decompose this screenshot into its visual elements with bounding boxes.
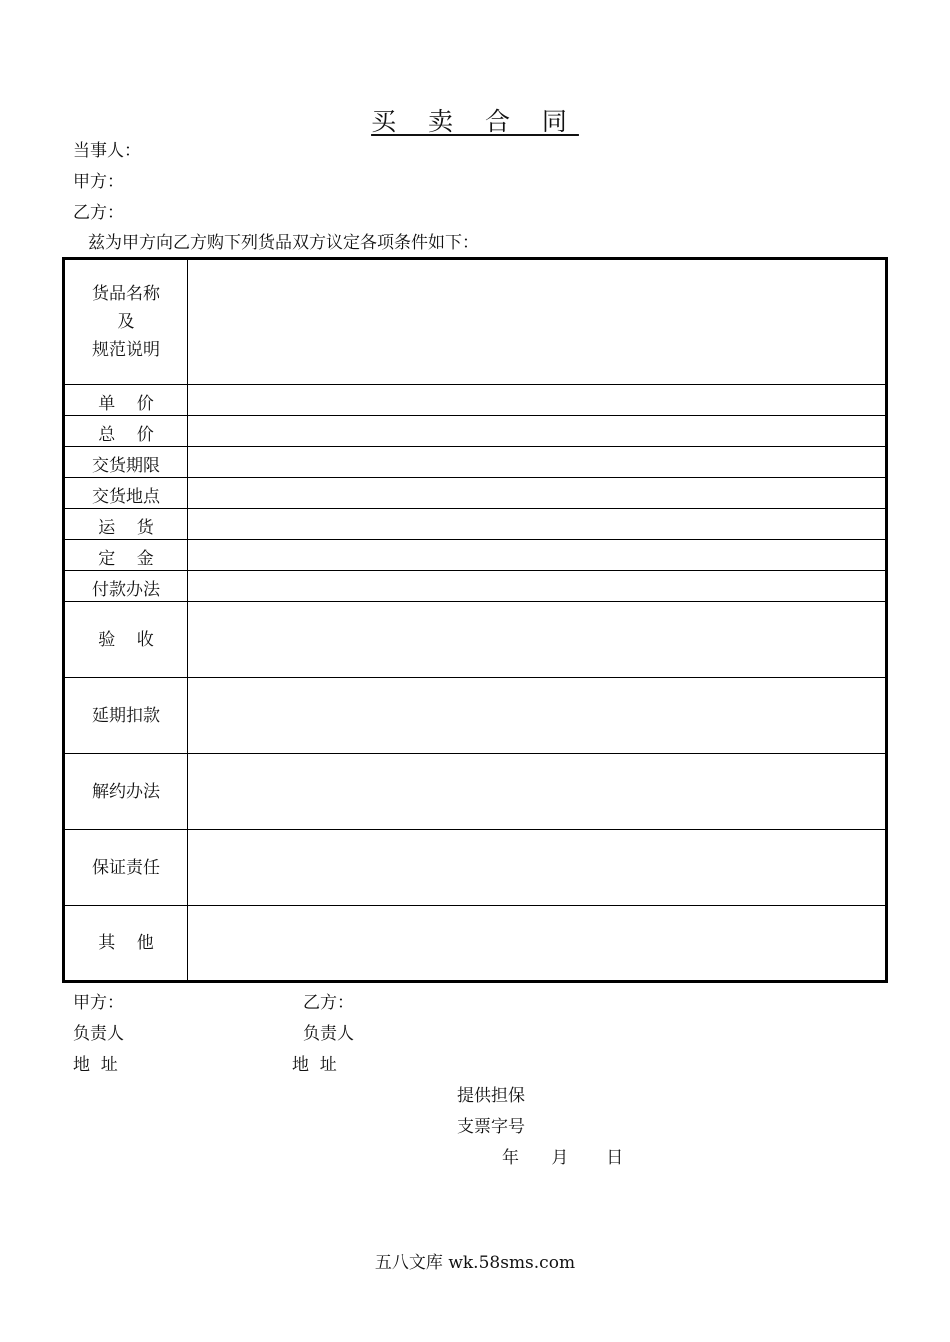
table-row bbox=[64, 754, 887, 830]
table-row bbox=[64, 478, 887, 509]
deposit-label: 定 金 bbox=[64, 540, 188, 571]
table-row bbox=[64, 830, 887, 906]
inspection-value[interactable] bbox=[188, 602, 887, 678]
delivery-place-value[interactable] bbox=[188, 478, 887, 509]
payment-method-value[interactable] bbox=[188, 571, 887, 602]
table-row bbox=[64, 678, 887, 754]
goods-label-line: 及 bbox=[117, 312, 135, 332]
warranty-value[interactable] bbox=[188, 830, 887, 906]
intro-text: 兹为甲方向乙方购下列货品双方议定各项条件如下： bbox=[88, 233, 479, 253]
sign-party-a-label: 甲方： bbox=[73, 993, 124, 1013]
date-line: 年 月 日 bbox=[502, 1148, 624, 1168]
party-a-address-label: 地 址 bbox=[73, 1055, 118, 1075]
inspection-label: 验 收 bbox=[64, 602, 188, 678]
total-price-value[interactable] bbox=[188, 416, 887, 447]
shipping-value[interactable] bbox=[188, 509, 887, 540]
unit-price-value[interactable] bbox=[188, 385, 887, 416]
termination-value[interactable] bbox=[188, 754, 887, 830]
table-row bbox=[64, 385, 887, 416]
sign-party-b-label: 乙方： bbox=[303, 993, 354, 1013]
goods-label-cell bbox=[64, 259, 188, 385]
parties-label: 当事人： bbox=[73, 141, 141, 161]
late-penalty-value[interactable] bbox=[188, 678, 887, 754]
delivery-place-label: 交货地点 bbox=[64, 478, 188, 509]
table-row bbox=[64, 259, 887, 385]
document-title: 买 卖 合 同 bbox=[371, 107, 579, 136]
goods-label-line: 规范说明 bbox=[92, 340, 160, 360]
party-b-person-label: 负责人 bbox=[303, 1024, 354, 1044]
guarantee-label: 提供担保 bbox=[457, 1086, 525, 1106]
shipping-label: 运 货 bbox=[64, 509, 188, 540]
party-a-label: 甲方： bbox=[73, 172, 124, 192]
late-penalty-label: 延期扣款 bbox=[64, 678, 188, 754]
deposit-value[interactable] bbox=[188, 540, 887, 571]
other-value[interactable] bbox=[188, 906, 887, 982]
party-b-address-label: 地 址 bbox=[292, 1055, 337, 1075]
total-price-label: 总 价 bbox=[64, 416, 188, 447]
delivery-deadline-value[interactable] bbox=[188, 447, 887, 478]
table-row bbox=[64, 509, 887, 540]
delivery-deadline-label: 交货期限 bbox=[64, 447, 188, 478]
payment-method-label: 付款办法 bbox=[64, 571, 188, 602]
table-row bbox=[64, 571, 887, 602]
other-label: 其 他 bbox=[64, 906, 188, 982]
table-row bbox=[64, 447, 887, 478]
table-row bbox=[64, 906, 887, 982]
goods-label-line: 货品名称 bbox=[92, 284, 160, 304]
termination-label: 解约办法 bbox=[64, 754, 188, 830]
terms-table bbox=[62, 257, 888, 983]
footer-watermark: 五八文库 wk.58sms.com bbox=[374, 1253, 576, 1273]
party-b-label: 乙方： bbox=[73, 203, 124, 223]
unit-price-label: 单 价 bbox=[64, 385, 188, 416]
party-a-person-label: 负责人 bbox=[73, 1024, 124, 1044]
goods-value-cell[interactable] bbox=[188, 259, 887, 385]
table-row bbox=[64, 416, 887, 447]
warranty-label: 保证责任 bbox=[64, 830, 188, 906]
table-row bbox=[64, 540, 887, 571]
table-row bbox=[64, 602, 887, 678]
cheque-number-label: 支票字号 bbox=[457, 1117, 525, 1137]
